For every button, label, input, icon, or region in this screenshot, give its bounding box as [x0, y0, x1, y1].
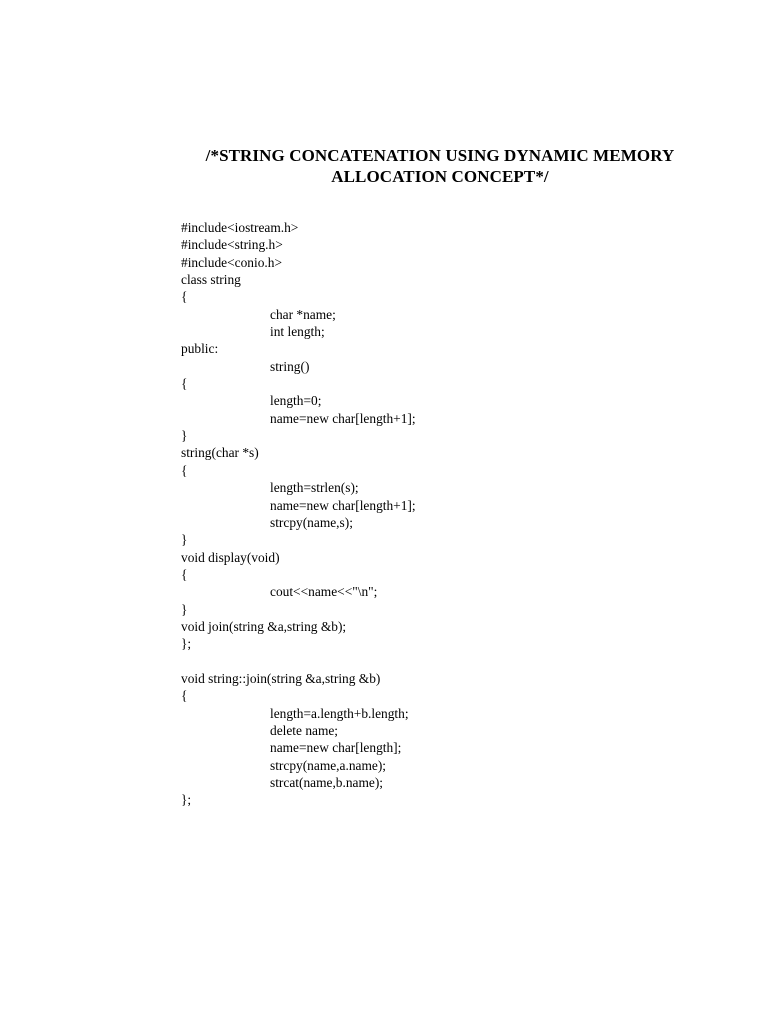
- code-line: #include<iostream.h>: [181, 220, 299, 235]
- code-line: length=0;: [270, 393, 322, 409]
- code-line: cout<<name<<"\n";: [270, 584, 378, 600]
- code-line: name=new char[length];: [270, 740, 402, 756]
- code-line: char *name;: [270, 306, 336, 322]
- code-line: strcpy(name,s);: [270, 514, 353, 530]
- title-line-2: ALLOCATION CONCEPT*/: [331, 167, 549, 186]
- code-line: string(): [270, 358, 310, 374]
- code-line: {: [181, 462, 188, 478]
- code-line: {: [181, 376, 188, 392]
- code-line: name=new char[length+1];: [270, 497, 416, 513]
- code-line: }: [181, 532, 188, 548]
- code-line: }: [181, 428, 188, 444]
- code-line: void string::join(string &a,string &b): [181, 670, 381, 686]
- title-line-1: /*STRING CONCATENATION USING DYNAMIC MEMORY: [205, 146, 675, 165]
- code-line: name=new char[length+1];: [270, 410, 416, 426]
- code-line: #include<string.h>: [181, 237, 283, 253]
- code-line: void join(string &a,string &b);: [181, 618, 347, 634]
- code-line: void display(void): [181, 549, 280, 565]
- code-line: #include<conio.h>: [181, 254, 283, 270]
- code-line: length=a.length+b.length;: [270, 705, 409, 721]
- code-line: strcpy(name,a.name);: [270, 757, 386, 773]
- code-line: int length;: [270, 324, 325, 340]
- code-line: };: [181, 636, 192, 652]
- code-line: {: [181, 289, 188, 305]
- code-line: [181, 653, 741, 670]
- code-line: public:: [181, 341, 219, 357]
- code-line: length=strlen(s);: [270, 480, 359, 496]
- code-line: };: [181, 792, 192, 808]
- code-listing: [181, 219, 741, 809]
- code-line: string(char *s): [181, 445, 259, 461]
- code-line: delete name;: [270, 722, 339, 738]
- code-line: strcat(name,b.name);: [270, 775, 384, 790]
- code-line: class string: [181, 272, 241, 288]
- document-title: [170, 145, 710, 187]
- code-line: {: [181, 688, 188, 704]
- code-line: }: [181, 601, 188, 617]
- code-line: {: [181, 566, 188, 582]
